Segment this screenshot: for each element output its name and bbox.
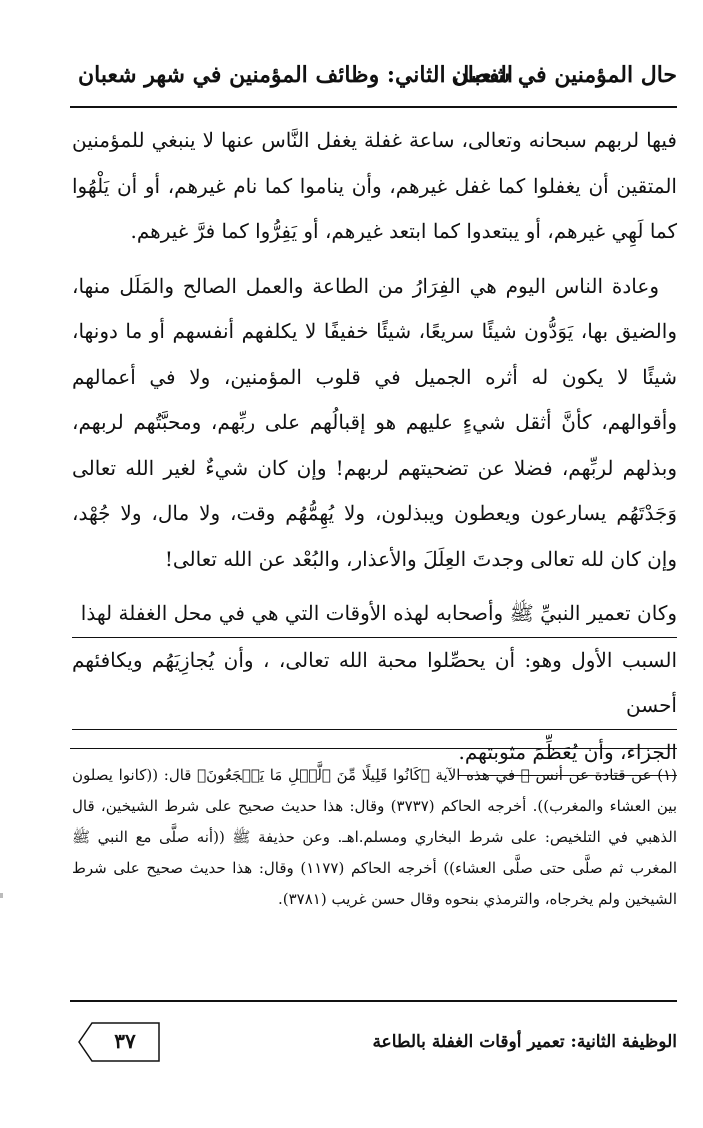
scan-mark <box>0 893 3 898</box>
header-book-title: حال المؤمنين في شعبان <box>451 62 677 88</box>
footnote: (١) عن قتادة عن أنس ﷺ في هذه الآية ﴿كَانُوا قَلِيلًا مِّنَ ٱلَّيۡلِ مَا يَهۡجَعُونَ﴾ قال: ((كانوا يصلون بين العشاء والمغرب)). أخرجه الحاكم (٣٧٣٧) وقال: هذا حديث صحيح على شرط الشيخين، قال الذهبي في التلخيص: على شرط البخاري ومسلم.اهـ. وعن حذيفة ﷺ ((أنه صلَّى مع النبي ﷺ المغرب ثم صلَّى حتى صلَّى العشاء)) أخرجه الحاكم (١١٧٧) وقال: هذا حديث صحيح على شرط الشيخين ولم يخرجاه، والترمذي بنحوه وقال حسن غريب (٣٧٨١). <box>72 766 678 908</box>
page-number: ٣٧ <box>114 1029 136 1053</box>
running-header <box>78 60 677 100</box>
footnote-rule <box>70 748 677 749</box>
page-number-tab <box>78 1022 160 1062</box>
header-chapter-title: الفصل الثاني: وظائف المؤمنين في شهر شعبان <box>78 62 513 88</box>
header-rule <box>70 106 677 108</box>
main-text <box>72 118 677 776</box>
underlined-line: السبب الأول وهو: أن يحصِّلوا محبة الله تعالى، ، وأن يُجازِيَهُم ويكافئهم أحسن <box>72 638 677 730</box>
underlined-line: الجزاء، وأن يُعَظِّمَ مثوبتهم. <box>459 730 678 777</box>
paragraph: فيها لربهم سبحانه وتعالى، ساعة غفلة يغفل النَّاس عنها لا ينبغي للمؤمنين المتقين أن يغفلوا كما غفل غيرهم، وأن يناموا كما نام غيرهم، أو أن يَلْهُوا كما لَهِي غيرهم، أو يبتعدوا كما ابتعد غيرهم، أو يَفِرُّوا كما فرَّ غيرهم. <box>72 128 677 243</box>
paragraph: وعادة الناس اليوم هي الفِرَارُ من الطاعة والعمل الصالح والمَلَل منها، والضيق بها، يَوَدُّون شيئًا سريعًا، شيئًا خفيفًا لا يكلفهم أنفسهم أو ما دونها، شيئًا لا يكون له أثره الجميل في قلوب المؤمنين، ولا في أعمالهم وأقوالهم، كأنَّ أثقل شيءٍ عليهم هو إقبالُهم على ربِّهم، ومحبَّتُهم لربهم، وبذلهم لربِّهم، فضلا عن تضحيتهم لربهم! وإن كان شيءٌ لغير الله تعالى وَجَدْتَهُم يسارعون ويعطون ويبذلون، ولا يُهِمُّهُم وقت، ولا مال، ولا جُهْد، وإن كان لله تعالى وجدتَ العِلَلَ والأعذار، والبُعْد عن الله تعالى! <box>72 273 677 571</box>
footer-section-title: الوظيفة الثانية: تعمير أوقات الغفلة بالطاعة <box>372 1032 677 1052</box>
footer-rule <box>70 1000 677 1002</box>
underlined-line: وكان تعمير النبيِّ ﷺ وأصحابه لهذه الأوقات التي هي في محل الغفلة لهذا <box>72 591 677 638</box>
